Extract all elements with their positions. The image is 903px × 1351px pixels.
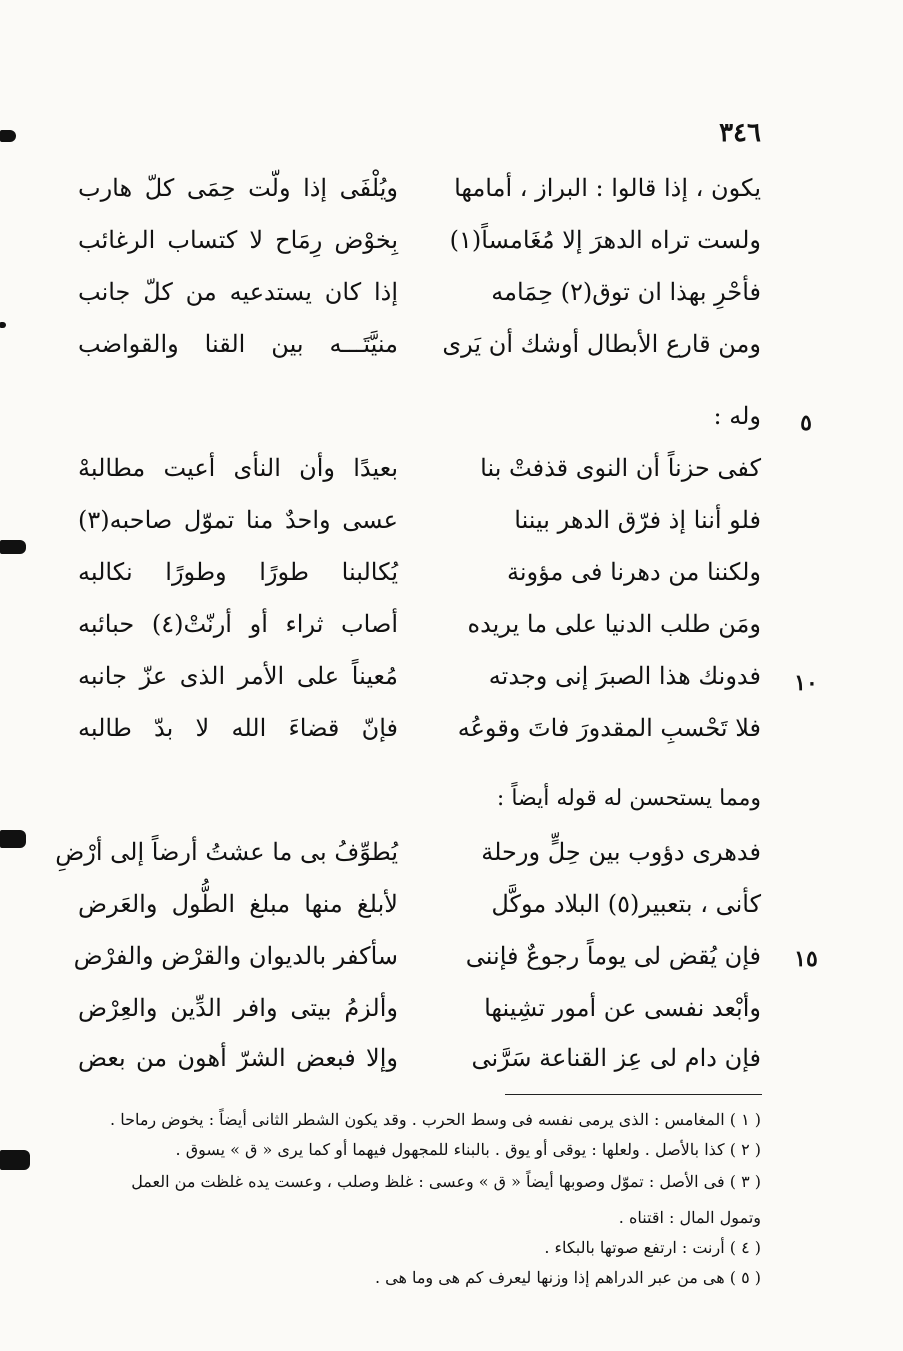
verse-second-hemistich: بعيدًا وأن النأى أعيت مطالبهْ [78, 454, 398, 482]
scan-edge-mark [0, 1150, 30, 1170]
verse-first-hemistich: كأنى ، بتعبير(٥) البلاد موكَّل [491, 890, 761, 918]
verse-second-hemistich: بِخوْض رِمَاح لا كتساب الرغائب [78, 226, 398, 254]
verse-second-hemistich: أصاب ثراء أو أرنّتْ(٤) حبائبه [78, 610, 399, 638]
verse-second-hemistich: وإلا فبعض الشرّ أهون من بعض [78, 1044, 398, 1072]
verse-first-hemistich: كفى حزناً أن النوى قذفتْ بنا [480, 454, 761, 482]
verse-first-hemistich: ولست تراه الدهرَ إلا مُغَامساً(١) [449, 226, 761, 254]
footnote: ( ٤ ) أرنت : ارتفع صوتها بالبكاء . [544, 1238, 761, 1257]
verse-second-hemistich: سأكفر بالديوان والقرْض والفرْض [73, 942, 398, 970]
verse-second-hemistich: منيَّتَـــه بين القنا والقواضب [78, 330, 398, 358]
scan-edge-mark [0, 540, 26, 554]
verse-first-hemistich: فلو أننا إذ فرّق الدهر بيننا [514, 506, 761, 534]
verse-first-hemistich: فدهرى دؤوب بين حِلٍّ ورحلة [481, 838, 761, 866]
scan-edge-mark [0, 830, 26, 848]
verse-first-hemistich: يكون ، إذا قالوا : البراز ، أمامها [454, 174, 761, 202]
footnote: ( ١ ) المغامس : الذى يرمى نفسه فى وسط الحرب . وقد يكون الشطر الثانى أيضاً : يخوض رماحا . [110, 1110, 761, 1129]
verse-second-hemistich: يُكالبنا طورًا وطورًا نكالبه [78, 558, 398, 586]
section-heading: ومما يستحسن له قوله أيضاً : [496, 786, 761, 811]
line-number: ١٠ [794, 670, 818, 696]
footnote: ( ٢ ) كذا بالأصل . ولعلها : يوقى أو يوق . بالبناء للمجهول فيهما أو كما يرى « ق » يسوق . [175, 1140, 761, 1159]
scan-edge-mark [0, 322, 6, 328]
footnote-continuation: وتمول المال : اقتناه . [618, 1208, 761, 1227]
verse-first-hemistich: وأبْعد نفسى عن أمور تشِينها [484, 994, 761, 1022]
verse-second-hemistich: يُطوِّفُ بى ما عشتُ أرضاً إلى أرْضِ [55, 838, 398, 866]
verse-second-hemistich: لأبلغ منها مبلغ الطُّول والعَرض [78, 890, 398, 918]
verse-second-hemistich: عسى واحدٌ منا تموّل صاحبه(٣) [78, 506, 398, 534]
scan-edge-mark [0, 130, 16, 142]
verse-first-hemistich: ولكننا من دهرنا فى مؤونة [506, 558, 761, 586]
verse-first-hemistich: ومن قارع الأبطال أوشك أن يَرى [442, 330, 761, 358]
verse-first-hemistich: فأحْرِ بهذا ان توق(٢) حِمَامه [491, 278, 761, 306]
verse-first-hemistich: فدونك هذا الصبرَ إنى وجدته [488, 662, 761, 690]
footnote: ( ٣ ) فى الأصل : تموّل وصوبها أيضاً « ق » وعسى : غلظ وصلب ، وعست يده غلظت من العمل [131, 1172, 761, 1191]
verse-second-hemistich: إذا كان يستدعيه من كلّ جانب [78, 278, 398, 306]
line-number: ١٥ [794, 946, 818, 972]
verse-first-hemistich: فإن دام لى عِز القناعة سَرَّنى [471, 1044, 761, 1072]
verse-first-hemistich: ومَن طلب الدنيا على ما يريده [467, 610, 761, 638]
verse-first-hemistich: فإن يُقض لى يوماً رجوعٌ فإننى [465, 942, 761, 970]
verse-second-hemistich: مُعيناً على الأمر الذى عزّ جانبه [78, 662, 398, 690]
verse-first-hemistich: فلا تَحْسبِ المقدورَ فاتَ وقوعُه [457, 714, 761, 742]
verse-second-hemistich: ويُلْفَى إذا ولّت حِمَى كلّ هارب [78, 174, 398, 202]
section-heading: وله : [713, 402, 761, 430]
footnote: ( ٥ ) هى من عبر الدراهم إذا وزنها ليعرف كم هى وما هى . [374, 1268, 761, 1287]
page-number: ٣٤٦ [719, 118, 761, 148]
verse-second-hemistich: فإنّ قضاءَ الله لا بدّ طالبه [78, 714, 398, 742]
verse-second-hemistich: وألزمُ بيتى وافر الدِّين والعِرْض [78, 994, 398, 1022]
footnote-rule [505, 1094, 762, 1095]
line-number: ٥ [800, 410, 812, 436]
